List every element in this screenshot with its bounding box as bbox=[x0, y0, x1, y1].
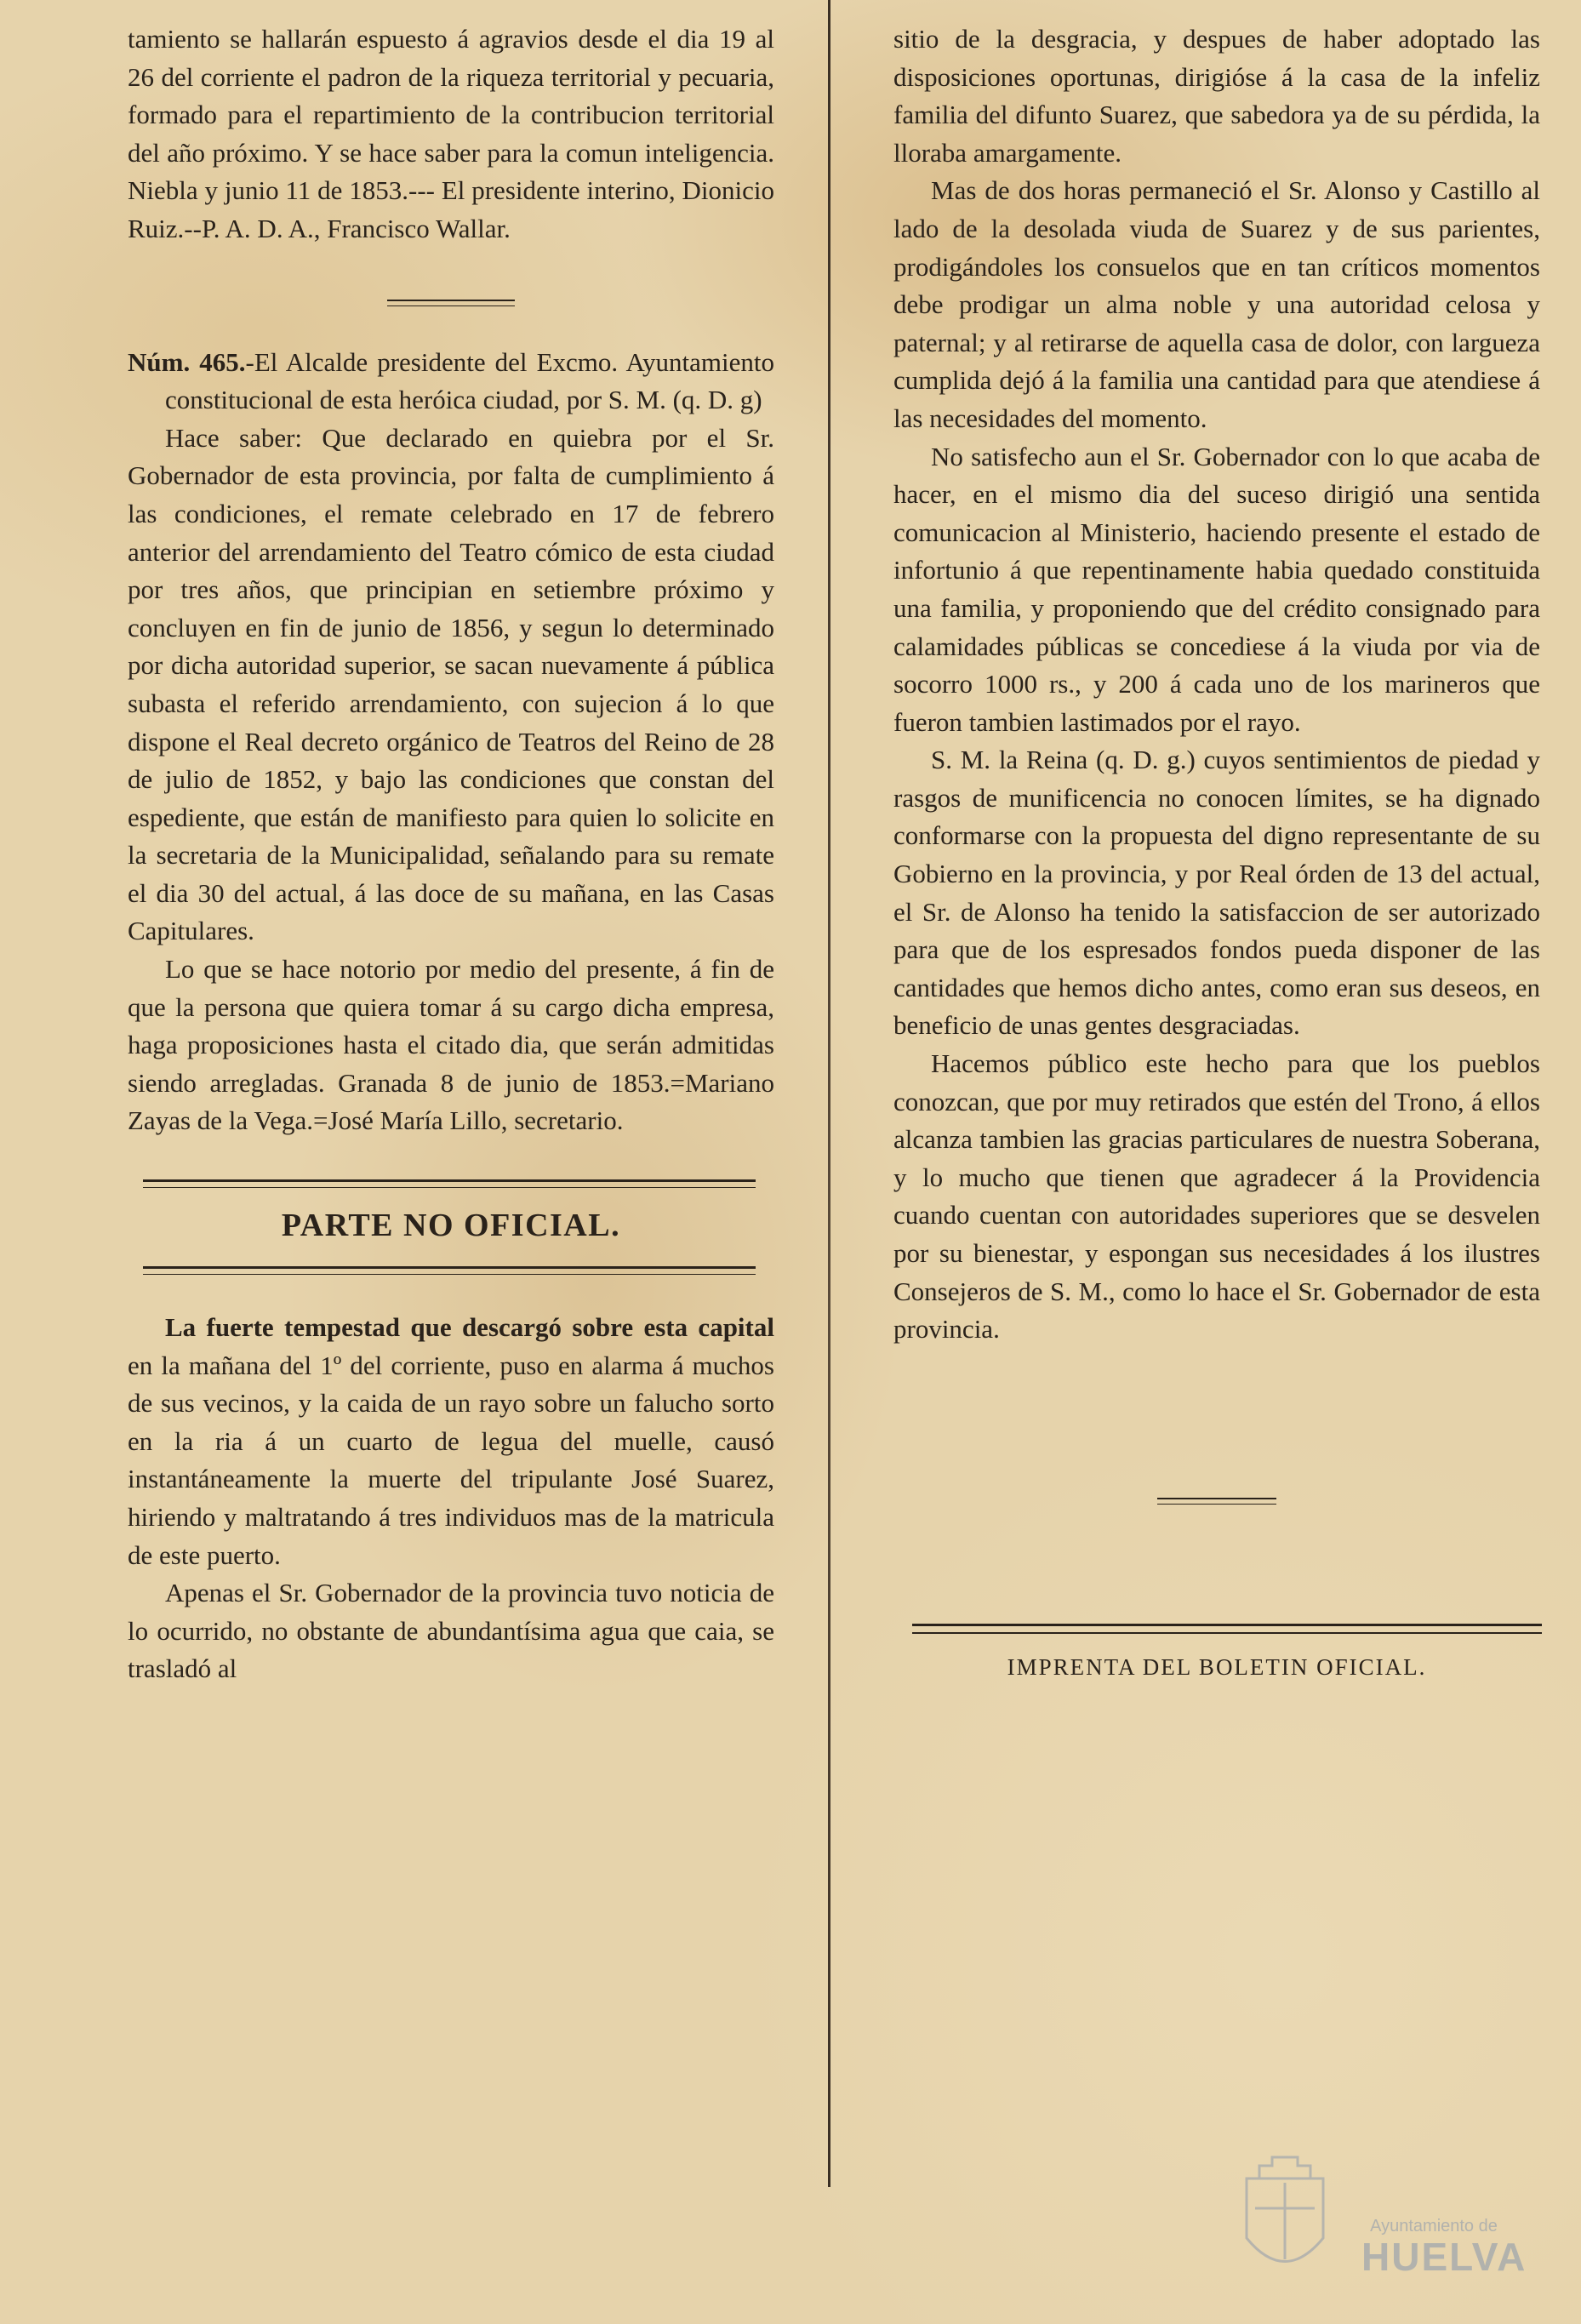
notice-heading bbox=[128, 344, 774, 420]
imprint-line: IMPRENTA DEL BOLETIN OFICIAL. bbox=[1007, 1653, 1427, 1680]
storm-lead: La fuerte tempestad que descargó sobre esta capital bbox=[165, 1312, 774, 1343]
watermark-line-1: Ayuntamiento de bbox=[1370, 2217, 1498, 2235]
right-paragraph-4: S. M. la Reina (q. D. g.) cuyos sentimientos de piedad y rasgos de munificencia no conocen límites, se ha dignado conformarse con la propuesta del digno representante de su Gobierno en la provincia, y por Real órden de 13 del actual, el Sr. de Alonso ha tenido la satisfaccion de ser autorizado para que de los espresados fondos pueda disponer de las cantidades que hemos dicho antes, como eran sus deseos, en beneficio de unas gentes desgraciadas. bbox=[893, 745, 1540, 1041]
archive-watermark bbox=[1361, 2217, 1527, 2279]
closing-short-rule bbox=[1157, 1498, 1276, 1505]
city-seal-icon bbox=[1230, 2144, 1340, 2289]
right-paragraph-1: sitio de la desgracia, y despues de haber adoptado las disposiciones oportunas, dirigióse á la casa de la infeliz familia del difunto Suarez, que sabedora ya de su pérdida, la lloraba amargamente. bbox=[893, 24, 1540, 168]
section-rule-bottom bbox=[143, 1266, 756, 1275]
section-heading: PARTE NO OFICIAL. bbox=[281, 1208, 621, 1244]
right-paragraph-5: Hacemos público este hecho para que los pueblos conozcan, que por muy retirados que estén del Trono, á ellos alcanza tambien las gracias particulares de nuestra Soberana, y lo mucho que tienen que agradecer á la Providencia cuando cuentan con autoridades superiores que se desvelen por su bienestar, y espongan sus necesidades á los ilustres Consejeros de S. M., como lo hace el Sr. Gobernador de esta provincia. bbox=[893, 1048, 1540, 1345]
storm-paragraph bbox=[128, 1309, 774, 1574]
watermark-line-2: HUELVA bbox=[1361, 2235, 1527, 2279]
column-divider bbox=[828, 0, 830, 2187]
right-paragraph-3: No satisfecho aun el Sr. Gobernador con lo que acaba de hacer, en el mismo dia del suceso dirigió una sentida comunicacion al Ministerio, haciendo presente el estado de infortunio á que repentinamente habia quedado constituida una familia, y proponiendo que del crédito consignado para calamidades públicas se concediese á la viuda por via de socorro 1000 rs., y 200 á cada uno de los marineros que fueron tambien lastimados por el rayo. bbox=[893, 441, 1540, 737]
right-paragraph-2: Mas de dos horas permaneció el Sr. Alonso y Castillo al lado de la desolada viuda de Suarez y de sus parientes, prodigándoles los consuelos que en tan críticos momentos debe prodigar un alma noble y una autoridad celosa y paternal; y al retirarse de aquella casa de dolor, con largueza cumplida dejó á la familia una cantidad para que atendiese á las necesidades del momento. bbox=[893, 175, 1540, 433]
left-column bbox=[128, 20, 774, 1688]
governor-paragraph: Apenas el Sr. Gobernador de la provincia tuvo noticia de lo ocurrido, no obstante de abundantísima agua que caia, se trasladó al bbox=[128, 1578, 774, 1684]
storm-text: en la mañana del 1º del corriente, puso en alarma á muchos de sus vecinos, y la caida de un rayo sobre un falucho sorto en la ria á un cuarto de legua del muelle, causó instantáneamente la muerte del tripulante José Suarez, hiriendo y maltratando á tres individuos mas de la matricula de este puerto. bbox=[128, 1350, 774, 1570]
short-separator bbox=[387, 300, 515, 306]
closing-long-rule bbox=[912, 1624, 1542, 1634]
notice-body: Hace saber: Que declarado en quiebra por el Sr. Gobernador de esta provincia, por falta de cumplimiento á las condiciones, el remate celebrado en 17 de febrero anterior del arrendamiento del Teatro cómico de esta ciudad por tres años, que principian en setiembre próximo y concluyen en fin de junio de 1856, y segun lo determinado por dicha autoridad superior, se sacan nuevamente á pública subasta el referido arrendamiento, con sujecion á lo que dispone el Real decreto orgánico de Teatros del Reino de 28 de julio de 1852, y bajo las condiciones que constan del espediente, que están de manifiesto para quien lo solicite en la secretaria de la Municipalidad, señalando para su remate el dia 30 del actual, á las doce de su mañana, en las Casas Capitulares. bbox=[128, 422, 774, 946]
notice-number: Núm. 465. bbox=[128, 346, 246, 377]
notice-closing: Lo que se hace notorio por medio del presente, á fin de que la persona que quiera tomar á su cargo dicha empresa, haga proposiciones hasta el citado dia, que serán admitidas siendo arregladas. Granada 8 de junio de 1853.=Mariano Zayas de la Vega.=José María Lillo, secretario. bbox=[128, 954, 774, 1136]
section-rule-top bbox=[143, 1179, 756, 1188]
notice-heading-text: -El Alcalde presidente del Excmo. Ayuntamiento constitucional de esta heróica ciudad, por S. M. (q. D. g) bbox=[165, 346, 774, 415]
left-paragraph-1: tamiento se hallarán espuesto á agravios desde el dia 19 al 26 del corriente el padron de la riqueza territorial y pecuaria, formado para el repartimiento de la contribucion territorial del año próximo. Y se hace saber para la comun inteligencia. Niebla y junio 11 de 1853.--- El presidente interino, Dionicio Ruiz.--P. A. D. A., Francisco Wallar. bbox=[128, 24, 774, 243]
right-column bbox=[893, 20, 1540, 1681]
